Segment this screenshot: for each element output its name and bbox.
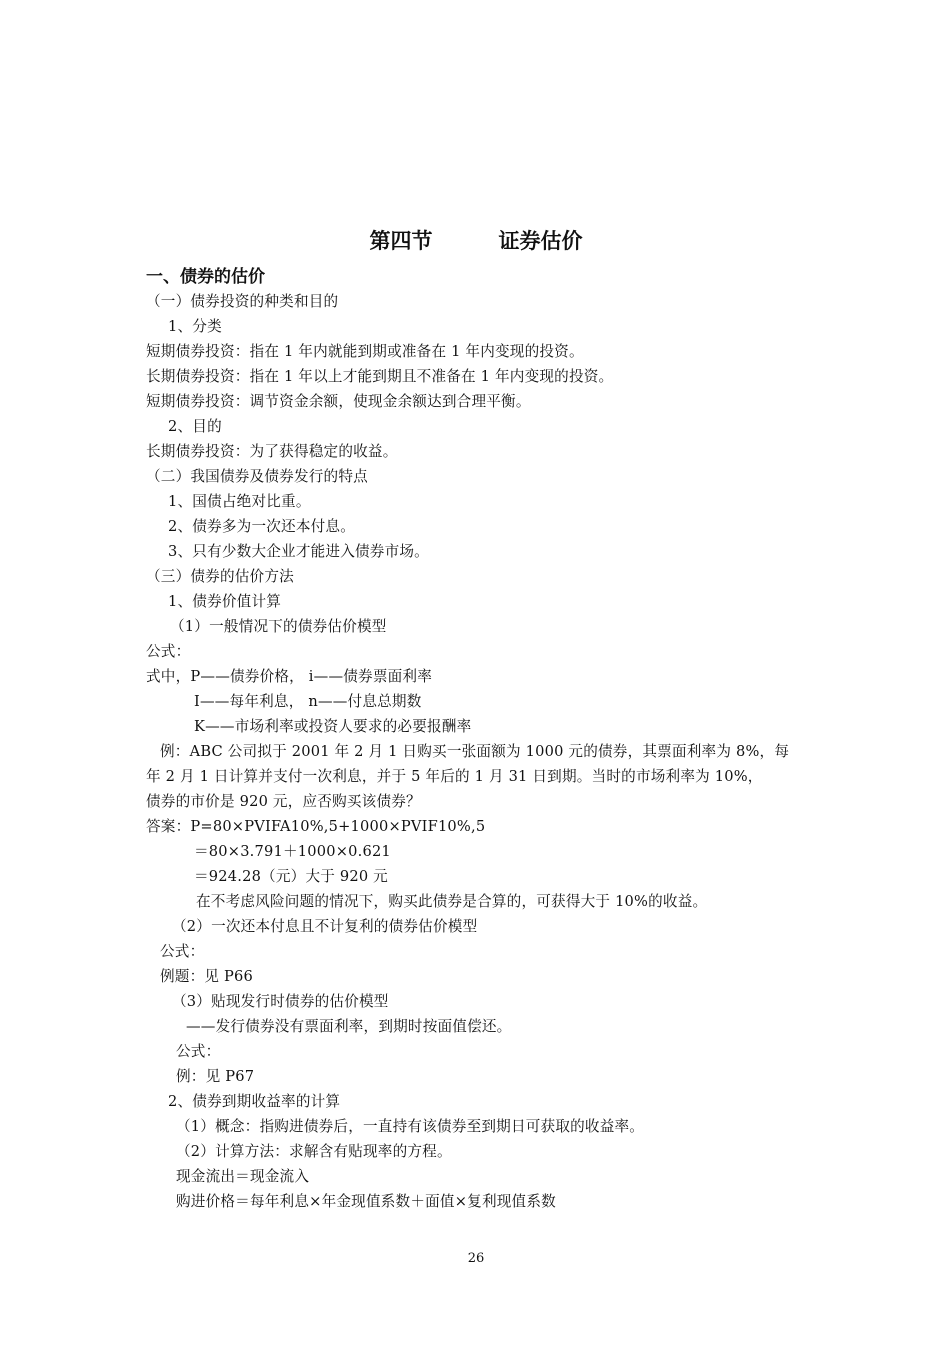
text-line: （1）概念：指购进债券后，一直持有该债券至到期日可获取的收益率。 [176,1118,645,1135]
answer-conclusion: 在不考虑风险问题的情况下，购买此债券是合算的，可获得大于 10%的收益。 [196,893,708,910]
example-text: 债券的市价是 920 元，应否购买该债券？ [146,793,421,810]
variable-definition: I——每年利息， n——付息总期数 [194,693,422,710]
page-number: 26 [467,1251,485,1266]
equation-line: 现金流出＝现金流入 [176,1168,310,1185]
subsection-heading: （一）债券投资的种类和目的 [146,293,339,310]
subsection-heading: （三）债券的估价方法 [146,568,294,585]
title-section-name: 证券估价 [498,228,583,253]
example-reference: 例题：见 P66 [160,968,254,985]
subsection-heading: （二）我国债券及债券发行的特点 [146,468,368,485]
variable-definition: 式中，P——债券价格， i——债券票面利率 [146,668,433,685]
example-text: 年 2 月 1 日计算并支付一次利息，并于 5 年后的 1 月 31 日到期。当时的市场利率为 10%， [146,768,763,785]
section-heading: 一、债券的估价 [146,267,265,287]
answer-line: ＝80×3.791＋1000×0.621 [194,843,391,860]
item-heading: 1、分类 [168,318,222,335]
item-heading: 2、债券到期收益率的计算 [168,1093,341,1110]
text-line: 短期债券投资：调节资金余额，使现金余额达到合理平衡。 [146,393,531,410]
list-item: 1、国债占绝对比重。 [168,493,311,510]
model-heading: （2）一次还本付息且不计复利的债券估价模型 [172,918,478,935]
example-reference: 例：见 P67 [176,1068,255,1085]
model-heading: （1）一般情况下的债券估价模型 [170,618,387,635]
formula-label: 公式： [146,643,191,660]
title-section-number: 第四节 [369,228,433,253]
variable-definition: K——市场利率或投资人要求的必要报酬率 [194,718,472,735]
item-heading: 1、债券价值计算 [168,593,282,610]
formula-label: 公式： [160,943,205,960]
list-item: 3、只有少数大企业才能进入债券市场。 [168,543,429,560]
page-title [0,226,952,256]
text-line: 短期债券投资：指在 1 年内就能到期或准备在 1 年内变现的投资。 [146,343,584,360]
answer-line: ＝924.28（元）大于 920 元 [194,868,388,885]
text-line: 长期债券投资：指在 1 年以上才能到期且不准备在 1 年内变现的投资。 [146,368,614,385]
model-heading: （3）贴现发行时债券的估价模型 [172,993,389,1010]
item-heading: 2、目的 [168,418,222,435]
formula-label: 公式： [176,1043,221,1060]
text-line: 长期债券投资：为了获得稳定的收益。 [146,443,398,460]
text-line: （2）计算方法：求解含有贴现率的方程。 [176,1143,452,1160]
answer-line: 答案：P=80×PVIFA10%,5+1000×PVIF10%,5 [146,818,486,835]
example-text: 例：ABC 公司拟于 2001 年 2 月 1 日购买一张面额为 1000 元的债券，其票面利率为 8%，每 [160,743,790,760]
equation-line: 购进价格＝每年利息×年金现值系数＋面值×复利现值系数 [176,1193,556,1210]
model-note: ——发行债券没有票面利率，到期时按面值偿还。 [186,1018,512,1035]
list-item: 2、债券多为一次还本付息。 [168,518,356,535]
